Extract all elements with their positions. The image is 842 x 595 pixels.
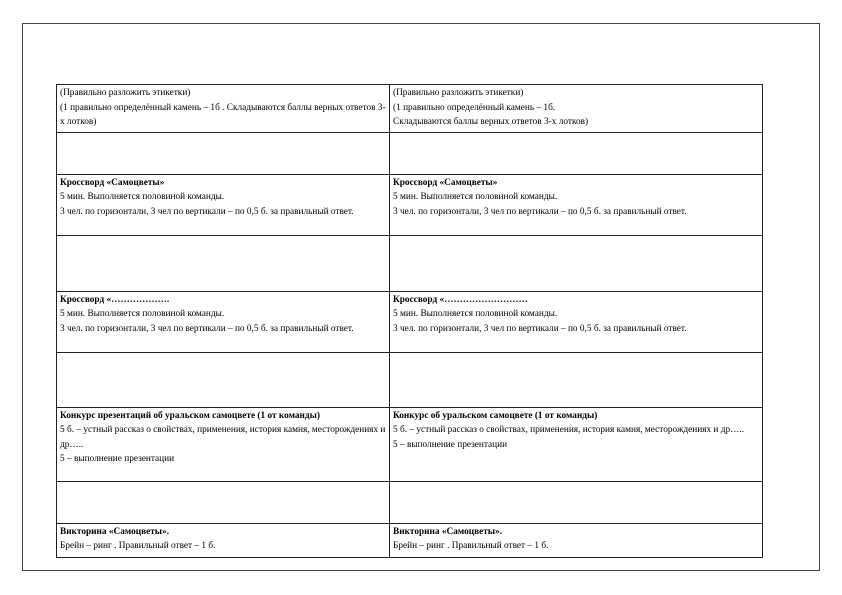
card-cell-crossword-gems-right: [390, 174, 763, 235]
card-title: Викторина «Самоцветы».: [60, 526, 170, 537]
blank-row: [57, 132, 763, 174]
card-cell-labels-left: [57, 85, 390, 133]
card-title: Викторина «Самоцветы».: [393, 526, 503, 537]
card-line: Складываются баллы верных ответов 3-х лотков): [393, 117, 589, 127]
card-line: Брейн – ринг . Правильный ответ – 1 б.: [60, 541, 216, 551]
blank-row: [57, 235, 763, 291]
card-line: 3 чел. по горизонтали, 3 чел по вертикали – по 0,5 б. за правильный ответ.: [393, 206, 687, 217]
table-row: [57, 407, 763, 481]
blank-cell: [390, 132, 763, 174]
card-cell-presentation-left: [57, 407, 390, 481]
card-cell-crossword-left: [57, 291, 390, 352]
card-title: Конкурс презентаций об уральском самоцвете (1 от команды): [60, 410, 320, 421]
card-title: Кроссворд «Самоцветы»: [60, 177, 165, 188]
blank-cell: [390, 235, 763, 291]
card-cell-crossword-gems-left: [57, 174, 390, 235]
card-line: 5 б. – устный рассказ о свойствах, применения, история камня, месторождениях и др…..: [60, 425, 386, 450]
card-cell-crossword-right: [390, 291, 763, 352]
card-line: (1 правильно определённый камень – 1б . Складываются баллы верных ответов 3-х лотков): [60, 102, 386, 127]
card-line: 5 б. – устный рассказ о свойствах, применения, история камня, месторождениях и др…..: [393, 425, 745, 435]
card-cell-labels-right: [390, 85, 763, 133]
card-cell-quiz-right: [390, 523, 763, 557]
card-line: 5 мин. Выполняется половиной команды.: [60, 192, 225, 202]
card-cell-quiz-left: [57, 523, 390, 557]
cards-table: [56, 84, 763, 558]
blank-row: [57, 481, 763, 523]
card-title: Кроссворд «………………………: [393, 294, 528, 305]
card-line: Брейн – ринг . Правильный ответ – 1 б.: [393, 541, 549, 551]
card-cell-presentation-right: [390, 407, 763, 481]
card-line: (Правильно разложить этикетки): [393, 88, 524, 98]
blank-cell: [57, 352, 390, 407]
table-row: [57, 523, 763, 557]
card-line: (1 правильно определённый камень – 1б.: [393, 102, 556, 113]
card-line: 3 чел. по горизонтали, 3 чел по вертикали – по 0,5 б. за правильный ответ.: [60, 206, 354, 217]
blank-cell: [57, 481, 390, 523]
card-line: 3 чел. по горизонтали, 3 чел по вертикали – по 0,5 б. за правильный ответ.: [393, 323, 687, 334]
card-line: 5 – выполнение презентации: [60, 454, 175, 464]
card-title: Кроссворд «Самоцветы»: [393, 177, 498, 188]
table-row: [57, 174, 763, 235]
table-row: [57, 291, 763, 352]
card-line: 5 мин. Выполняется половиной команды.: [393, 192, 558, 202]
card-line: (Правильно разложить этикетки): [60, 88, 191, 98]
card-line: 3 чел. по горизонтали, 3 чел по вертикали – по 0,5 б. за правильный ответ.: [60, 323, 354, 334]
blank-cell: [57, 132, 390, 174]
card-line: 5 мин. Выполняется половиной команды.: [393, 309, 558, 319]
card-title: Конкурс об уральском самоцвете (1 от команды): [393, 410, 598, 421]
card-title: Кроссворд «……………….: [60, 294, 170, 305]
table-row: [57, 85, 763, 133]
blank-row: [57, 352, 763, 407]
blank-cell: [57, 235, 390, 291]
card-line: 5 мин. Выполняется половиной команды.: [60, 309, 225, 319]
card-line: 5 – выполнение презентации: [393, 439, 508, 450]
blank-cell: [390, 481, 763, 523]
blank-cell: [390, 352, 763, 407]
